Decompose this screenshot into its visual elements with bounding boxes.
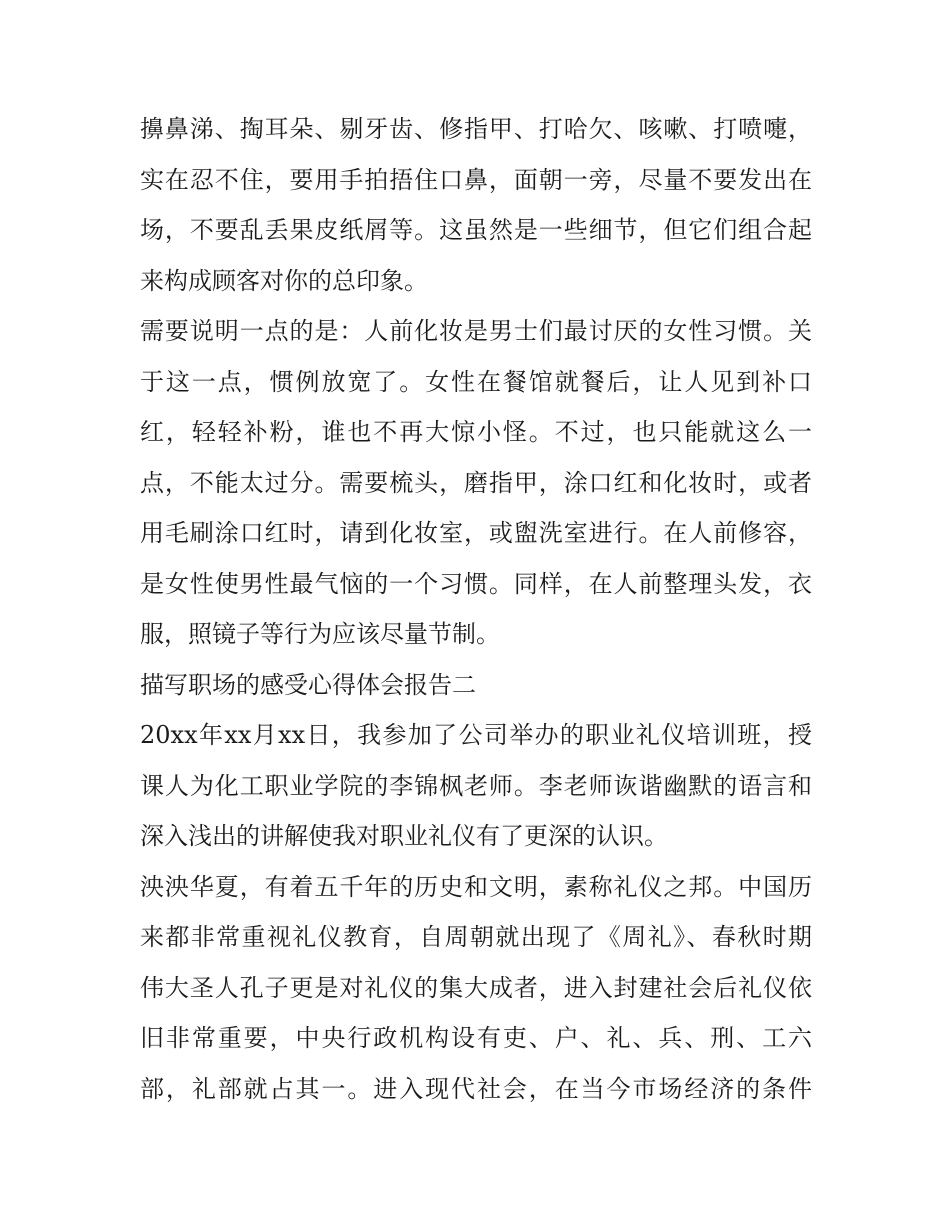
text-line: 伟大圣人孔子更是对礼仪的集大成者，进入封建社会后礼仪依 — [140, 973, 812, 1002]
text-line: 深入浅出的讲解使我对职业礼仪有了更深的认识。 — [140, 822, 668, 850]
text-line: 是女性使男性最气恼的一个习惯。同样，在人前整理头发，衣 — [140, 569, 812, 598]
text-line: 描写职场的感受心得体会报告二 — [140, 670, 476, 699]
text-line: 20xx年xx月xx日，我参加了公司举办的职业礼仪培训班，授 — [140, 721, 812, 749]
text-line: 旧非常重要，中央行政机构设有吏、户、礼、兵、刑、工六 — [140, 1024, 812, 1052]
text-line: 泱泱华夏，有着五千年的历史和文明，素称礼仪之邦。中国历 — [140, 872, 812, 901]
text-line: 于这一点，惯例放宽了。女性在餐馆就餐后，让人见到补口 — [140, 367, 812, 396]
text-line: 来构成顾客对你的总印象。 — [140, 266, 428, 295]
document-body — [140, 104, 812, 1114]
text-line: 红，轻轻补粉，谁也不再大惊小怪。不过，也只能就这么一 — [140, 418, 812, 446]
text-line: 来都非常重视礼仪教育，自周朝就出现了《周礼》、春秋时期 — [140, 923, 812, 951]
text-line: 需要说明一点的是：人前化妆是男士们最讨厌的女性习惯。关 — [140, 317, 812, 345]
text-line: 场，不要乱丢果皮纸屑等。这虽然是一些细节，但它们组合起 — [140, 216, 812, 244]
text-line: 实在忍不住，要用手拍捂住口鼻，面朝一旁，尽量不要发出在 — [140, 165, 812, 194]
text-line: 服，照镜子等行为应该尽量节制。 — [140, 620, 500, 648]
text-line: 课人为化工职业学院的李锦枫老师。李老师诙谐幽默的语言和 — [140, 771, 812, 800]
text-line: 用毛刷涂口红时，请到化妆室，或盥洗室进行。在人前修容， — [140, 519, 812, 547]
text-line: 部，礼部就占其一。进入现代社会，在当今市场经济的条件 — [140, 1074, 812, 1103]
text-line: 点，不能太过分。需要梳头，磨指甲，涂口红和化妆时，或者 — [140, 468, 812, 497]
text-line: 擤鼻涕、掏耳朵、剔牙齿、修指甲、打哈欠、咳嗽、打喷嚏， — [140, 115, 812, 143]
